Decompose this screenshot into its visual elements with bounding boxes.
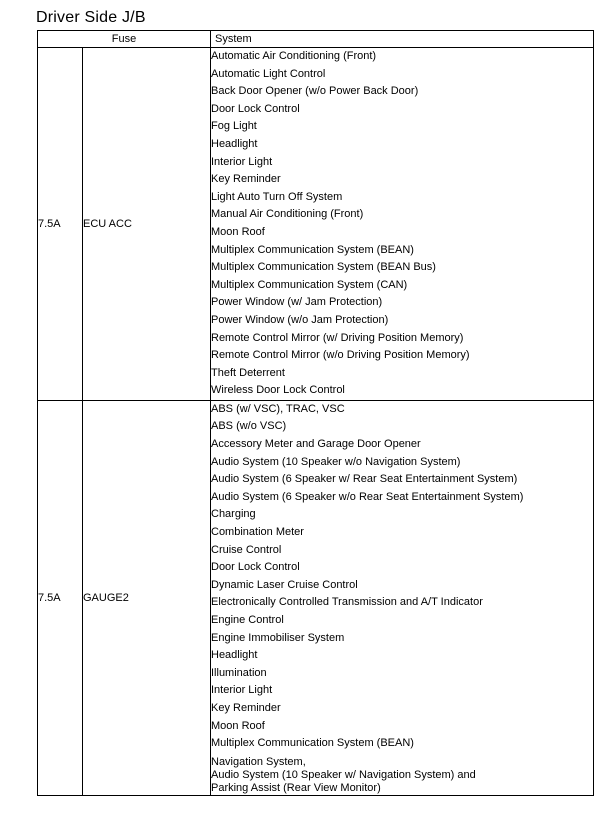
- page-title: Driver Side J/B: [36, 9, 146, 26]
- system-item: Key Reminder: [211, 173, 281, 186]
- system-item: Engine Control: [211, 614, 284, 626]
- system-list: [211, 48, 594, 401]
- system-item: Accessory Meter and Garage Door Opener: [211, 438, 421, 451]
- system-item: Power Window (w/ Jam Protection): [211, 296, 383, 309]
- system-item: Audio System (10 Speaker w/o Navigation System): [211, 455, 461, 468]
- system-item: Engine Immobiliser System: [211, 631, 345, 644]
- table-row: [38, 48, 594, 401]
- system-item: Interior Light: [211, 684, 273, 697]
- table-row: [38, 400, 594, 795]
- fuse-table: [37, 30, 594, 796]
- system-item: Headlight: [211, 137, 258, 150]
- system-item: Moon Roof: [211, 225, 265, 238]
- system-item: Manual Air Conditioning (Front): [211, 208, 364, 221]
- system-item: Remote Control Mirror (w/o Driving Position Memory): [211, 349, 470, 362]
- system-item: Audio System (6 Speaker w/ Rear Seat Entertainment System): [211, 473, 518, 486]
- system-item: Automatic Air Conditioning (Front): [211, 50, 377, 62]
- system-item: Interior Light: [211, 155, 273, 168]
- system-item: Multiplex Communication System (BEAN): [211, 243, 414, 256]
- system-item: Back Door Opener (w/o Power Back Door): [211, 85, 419, 98]
- system-item: Cruise Control: [211, 543, 282, 556]
- fuse-name: ECU ACC: [83, 48, 211, 401]
- header-row: [38, 31, 594, 48]
- system-item: Door Lock Control: [211, 561, 300, 574]
- system-item: Multiplex Communication System (BEAN): [211, 737, 414, 750]
- system-item: Remote Control Mirror (w/ Driving Position Memory): [211, 331, 464, 344]
- system-item: Fog Light: [211, 120, 257, 133]
- header-fuse: Fuse: [38, 31, 211, 48]
- system-item: Navigation System, Audio System (10 Speaker w/ Navigation System) and Parking Assist (Rear View Monitor): [211, 755, 476, 794]
- system-item: Audio System (6 Speaker w/o Rear Seat Entertainment System): [211, 490, 524, 503]
- system-item: Headlight: [211, 649, 258, 662]
- system-item: Moon Roof: [211, 719, 265, 732]
- system-item: Multiplex Communication System (CAN): [211, 278, 408, 291]
- system-item: Theft Deterrent: [211, 366, 285, 379]
- system-item: Multiplex Communication System (BEAN Bus): [211, 261, 436, 274]
- system-item: Dynamic Laser Cruise Control: [211, 578, 358, 591]
- system-item: Charging: [211, 508, 256, 521]
- system-item: Key Reminder: [211, 701, 281, 714]
- system-item: Electronically Controlled Transmission and A/T Indicator: [211, 596, 483, 609]
- fuse-amperage: 7.5A: [38, 400, 83, 795]
- table-body: [38, 48, 594, 796]
- system-list: [211, 400, 594, 795]
- system-item: Door Lock Control: [211, 102, 300, 115]
- fuse-name: GAUGE2: [83, 400, 211, 795]
- system-item: Combination Meter: [211, 526, 304, 539]
- fuse-amperage: 7.5A: [38, 48, 83, 401]
- system-item: Automatic Light Control: [211, 67, 326, 80]
- header-system: System: [211, 31, 594, 48]
- system-item: Illumination: [211, 666, 267, 679]
- system-item: Light Auto Turn Off System: [211, 190, 343, 203]
- system-item: ABS (w/o VSC): [211, 420, 287, 433]
- system-item: ABS (w/ VSC), TRAC, VSC: [211, 402, 345, 415]
- table-header: [38, 31, 594, 48]
- system-item: Power Window (w/o Jam Protection): [211, 313, 389, 326]
- system-item: Wireless Door Lock Control: [211, 384, 345, 397]
